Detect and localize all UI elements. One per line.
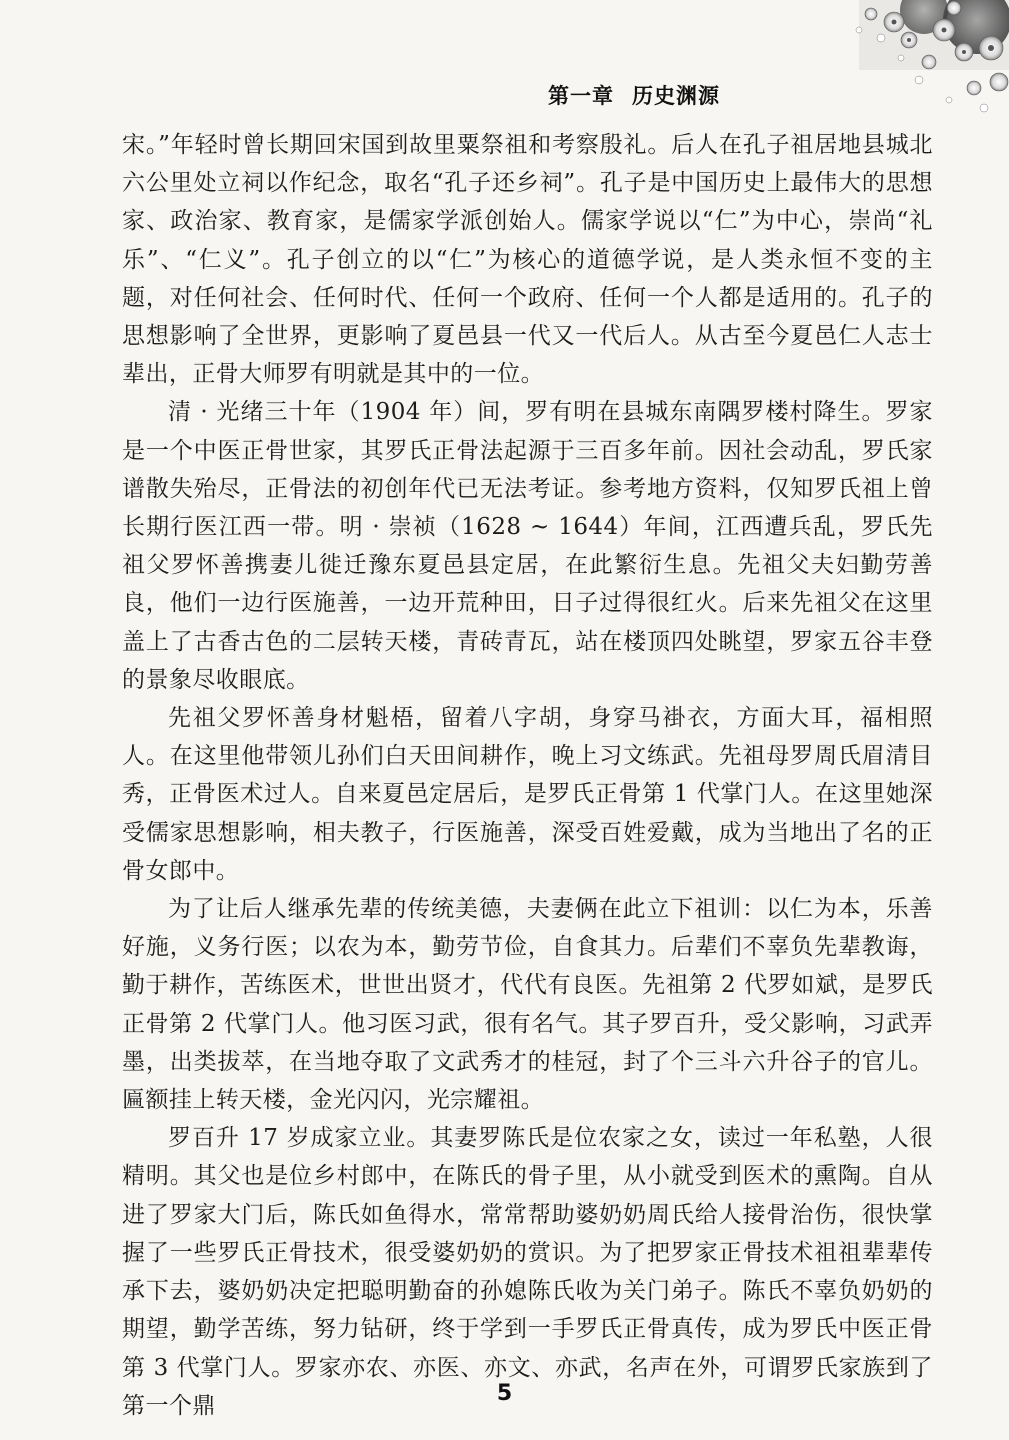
- paragraph: 宋。”年轻时曾长期回宋国到故里粟祭祖和考察殷礼。后人在孔子祖居地县城北六公里处立祠以作纪念，取名“孔子还乡祠”。孔子是中国历史上最伟大的思想家、政治家、教育家，是儒家学派创始人。儒家学说以“仁”为中心，崇尚“礼乐”、“仁义”。孔子创立的以“仁”为核心的道德学说，是人类永恒不变的主题，对任何社会、任何时代、任何一个政府、任何一个人都是适用的。孔子的思想影响了全世界，更影响了夏邑县一代又一代后人。从古至今夏邑仁人志士辈出，正骨大师罗有明就是其中的一位。: [122, 132, 933, 388]
- floral-ornament-image: [709, 0, 1009, 120]
- paragraph: 清 · 光绪三十年（1904 年）间，罗有明在县城东南隅罗楼村降生。罗家是一个中医正骨世家，其罗氏正骨法起源于三百多年前。因社会动乱，罗氏家谱散失殆尽，正骨法的初创年代已无法考证。参考地方资料，仅知罗氏祖上曾长期行医江西一带。明 · 崇祯（1628 ~ 1644）年间，江西遭兵乱，罗氏先祖父罗怀善携妻儿徙迁豫东夏邑县定居，在此繁衍生息。先祖父夫妇勤劳善良，他们一边行医施善，一边开荒种田，日子过得很红火。后来先祖父在这里盖上了古香古色的二层转天楼，青砖青瓦，站在楼顶四处眺望，罗家五谷丰登的景象尽收眼底。: [122, 399, 933, 693]
- chapter-number: 第一章: [548, 84, 614, 108]
- paragraph: 罗百升 17 岁成家立业。其妻罗陈氏是位农家之女，读过一年私塾，人很精明。其父也是位乡村郎中，在陈氏的骨子里，从小就受到医术的熏陶。自从进了罗家大门后，陈氏如鱼得水，常常帮助婆奶奶周氏给人接骨治伤，很快掌握了一些罗氏正骨技术，很受婆奶奶的赏识。为了把罗家正骨技术祖祖辈辈传承下去，婆奶奶决定把聪明勤奋的孙媳陈氏收为关门弟子。陈氏不辜负奶奶的期望，勤学苦练，努力钻研，终于学到一手罗氏正骨真传，成为罗氏中医正骨第 3 代掌门人。罗家亦农、亦医、亦文、亦武，名声在外，可谓罗氏家族到了第一个鼎: [122, 1125, 933, 1419]
- paragraph: 先祖父罗怀善身材魁梧，留着八字胡，身穿马褂衣，方面大耳，福相照人。在这里他带领儿孙们白天田间耕作，晚上习文练武。先祖母罗周氏眉清目秀，正骨医术过人。自来夏邑定居后，是罗氏正骨第 1 代掌门人。在这里她深受儒家思想影响，相夫教子，行医施善，深受百姓爱戴，成为当地出了名的正骨女郎中。: [122, 705, 933, 884]
- body-text: [122, 126, 933, 1425]
- page-number: 5: [496, 1381, 513, 1406]
- paragraph: 为了让后人继承先辈的传统美德，夫妻俩在此立下祖训：以仁为本，乐善好施，义务行医；以农为本，勤劳节俭，自食其力。后辈们不辜负先辈教诲，勤于耕作，苦练医术，世世出贤才，代代有良医。先祖第 2 代罗如斌，是罗氏正骨第 2 代掌门人。他习医习武，很有名气。其子罗百升，受父影响，习武弄墨，出类拔萃，在当地夺取了文武秀才的桂冠，封了个三斗六升谷子的官儿。匾额挂上转天楼，金光闪闪，光宗耀祖。: [122, 896, 933, 1114]
- running-header: [548, 80, 720, 110]
- chapter-title: 历史渊源: [632, 84, 720, 108]
